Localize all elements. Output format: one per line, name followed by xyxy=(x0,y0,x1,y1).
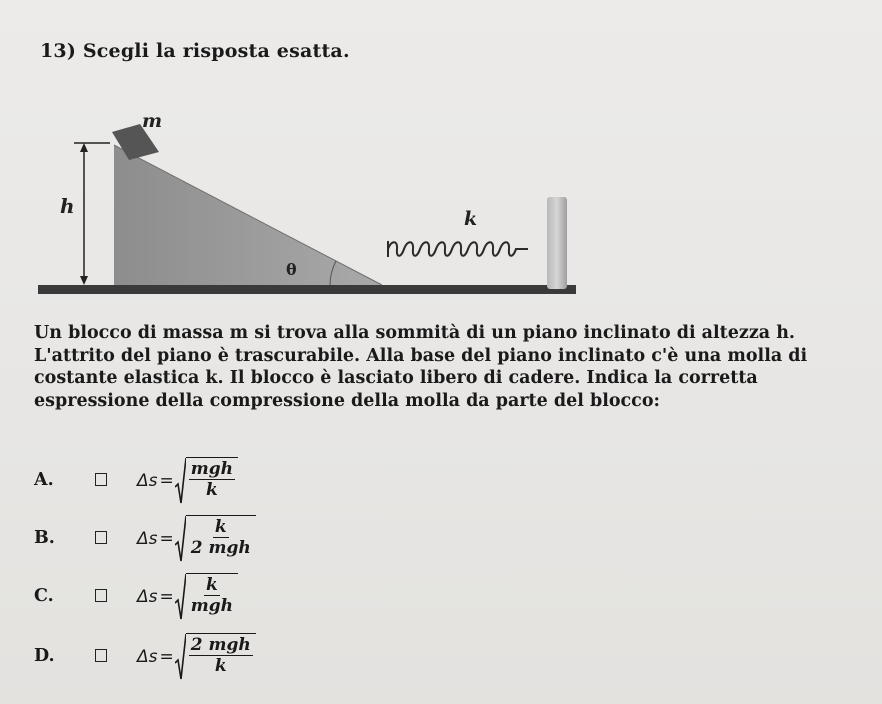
option-d-checkbox[interactable] xyxy=(95,649,107,662)
floor xyxy=(38,285,576,294)
option-a xyxy=(34,456,434,506)
radical-sign-icon xyxy=(175,515,186,563)
option-d-formula xyxy=(137,632,256,682)
spring-constant-label: k xyxy=(464,208,478,230)
option-b-formula xyxy=(137,514,256,564)
option-letter: B. xyxy=(34,528,55,548)
option-b xyxy=(34,514,434,564)
height-arrow-up xyxy=(80,143,88,152)
formula-lhs: Δs xyxy=(137,587,158,607)
statement-line: L'attrito del piano è trascurabile. Alla base del piano inclinato c'è una molla di xyxy=(34,345,808,366)
formula-equals: = xyxy=(159,471,174,491)
denominator: 2 mgh xyxy=(190,538,251,558)
incline-spring-diagram xyxy=(30,105,590,305)
mass-label: m xyxy=(142,110,163,132)
option-b-checkbox[interactable] xyxy=(95,531,107,544)
fraction xyxy=(186,457,238,505)
option-letter: C. xyxy=(34,586,54,606)
square-root xyxy=(175,457,238,505)
wall xyxy=(547,197,567,289)
height-label: h xyxy=(60,194,75,218)
denominator: k xyxy=(205,480,218,500)
option-a-formula xyxy=(137,456,238,506)
option-c xyxy=(34,572,434,622)
numerator: mgh xyxy=(190,459,233,479)
formula-equals: = xyxy=(159,529,174,549)
formula-lhs: Δs xyxy=(137,529,158,549)
fraction xyxy=(186,515,256,563)
option-letter: A. xyxy=(34,470,54,490)
spring xyxy=(388,241,528,257)
square-root xyxy=(175,515,256,563)
fraction xyxy=(186,573,238,621)
numerator: 2 mgh xyxy=(190,635,251,655)
square-root xyxy=(175,573,238,621)
option-d xyxy=(34,632,434,682)
statement-line: Un blocco di massa m si trova alla sommità di un piano inclinato di altezza h. xyxy=(34,323,796,343)
angle-label: θ xyxy=(286,260,297,279)
option-c-checkbox[interactable] xyxy=(95,589,107,602)
statement-line: espressione della compressione della molla da parte del blocco: xyxy=(34,390,660,411)
option-letter: D. xyxy=(34,646,55,666)
numerator: k xyxy=(205,575,218,595)
radical-sign-icon xyxy=(175,633,186,681)
radical-sign-icon xyxy=(175,457,186,505)
radical-sign-icon xyxy=(175,573,186,621)
formula-lhs: Δs xyxy=(137,647,158,667)
formula-equals: = xyxy=(159,647,174,667)
square-root xyxy=(175,633,256,681)
formula-lhs: Δs xyxy=(137,471,158,491)
statement-line: costante elastica k. Il blocco è lasciato libero di cadere. Indica la corretta xyxy=(34,368,758,388)
problem-statement xyxy=(34,322,864,412)
formula-equals: = xyxy=(159,587,174,607)
numerator: k xyxy=(214,517,227,537)
option-a-checkbox[interactable] xyxy=(95,473,107,486)
fraction xyxy=(186,633,256,681)
height-arrow-down xyxy=(80,276,88,285)
question-title: 13) Scegli la risposta esatta. xyxy=(40,40,350,62)
denominator: mgh xyxy=(190,596,233,616)
option-c-formula xyxy=(137,572,238,622)
denominator: k xyxy=(214,656,227,676)
